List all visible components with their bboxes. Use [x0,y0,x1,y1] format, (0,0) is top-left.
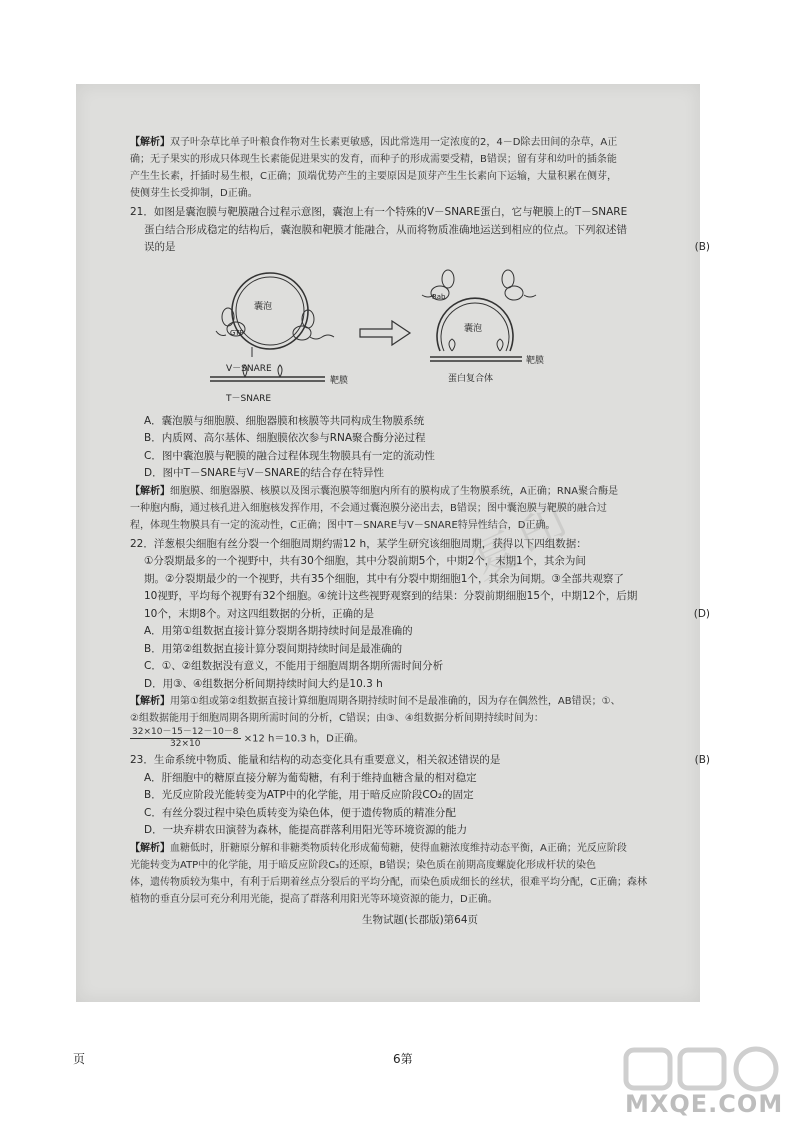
q21-option: C．图中囊泡膜与靶膜的融合过程体现生物膜具有一定的流动性 [144,449,435,462]
formula-tail: ×12 h＝10.3 h，D正确。 [243,733,364,745]
q23-explanation-line: 血糖低时，肝糖原分解和非糖类物质转化形成葡萄糖，使得血糖浓度维持动态平衡，A正确；光反应阶段 [170,842,627,854]
v-snare-label: V－SNARE [226,363,272,374]
q20-explanation-line: 使侧芽生长受抑制，D正确。 [130,188,258,199]
q21-explanation-line: 细胞膜、细胞器膜、核膜以及图示囊泡膜等细胞内所有的膜构成了生物膜系统，A正确；RNA聚合酶是 [170,485,619,497]
faint-watermark: 复印 [461,494,583,591]
page-footer-left: 页 [73,1052,86,1066]
q21-stem-line: 蛋白结合形成稳定的结构后，囊泡膜和靶膜才能融合，从而将物质准确地运送到相应的位点。下列叙述错 [144,223,627,236]
target-membrane-label: 靶膜 [330,375,349,386]
q23-option: B．光反应阶段光能转变为ATP中的化学能，用于暗反应阶段CO₂的固定 [144,789,474,801]
q23-option: A．肝细胞中的糖原直接分解为葡萄糖，有利于维持血糖含量的相对稳定 [144,771,477,784]
q22-stem-line: 10视野，平均每个视野有32个细胞。④统计这些视野观察到的结果：分裂前期细胞15个，中期12个，后期 [144,590,638,602]
q20-explanation-label: 【解析】 [130,137,170,148]
q20-explanation-line: 产生生长素，扦插时易生根，C正确；顶端优势产生的主要原因是顶芽产生生长素向下运输，大量积累在侧芽， [130,171,617,182]
q22-stem-line: 10个，末期8个。对这四组数据的分析，正确的是 [144,607,375,620]
q22-option: C．①、②组数据没有意义，不能用于细胞周期各期所需时间分析 [144,660,444,672]
fraction [130,727,241,750]
q23-explanation [130,840,710,908]
q21-explanation-line: 程，体现生物膜具有一定的流动性，C正确；图中T－SNARE与V－SNARE特异性结合，D正确。 [130,519,556,531]
q22-stem-line: ①分裂期最多的一个视野中，共有30个细胞，其中分裂前期5个，中期2个，末期1个，其余为间 [144,555,586,567]
q22-option: A．用第①组数据直接计算分裂期各期持续时间是最准确的 [144,625,413,637]
q20-explanation-line: 双子叶杂草比单子叶粮食作物对生长素更敏感，因此常选用一定浓度的2，4－D除去田间的杂草，A正 [170,137,618,148]
q22-answer: (D) [693,607,710,620]
question-22 [130,536,710,751]
q22-stem-line: 期。②分裂期最少的一个视野，共有35个细胞，其中有分裂中期细胞1个，其余为间期。③全部共观察了 [144,572,624,585]
protein-complex-label: 蛋白复合体 [448,373,494,384]
q23-explanation-label: 【解析】 [130,842,170,854]
q21-option: A．囊泡膜与细胞膜、细胞器膜和核膜等共同构成生物膜系统 [144,414,425,427]
q21-stem-line: 误的是 [144,241,176,253]
sheet-footer: 生物试题(长郡版)第64页 [361,913,479,926]
vesicle-fusion-diagram [130,259,710,409]
vesicle-label: 囊泡 [254,301,273,312]
scanned-page-photo [76,84,710,1002]
q23-stem: 23．生命系统中物质、能量和结构的动态变化具有重要意义，相关叙述错误的是 [130,754,501,766]
q21-option: B．内质网、高尔基体、细胞膜依次参与RNA聚合酶分泌过程 [144,432,426,444]
question-23 [130,752,710,908]
q22-explanation-formula [130,727,710,750]
q23-explanation-line: 光能转变为ATP中的化学能，用于暗反应阶段C₃的还原，B错误；染色质在前期高度螺旋化形成杆状的染色 [130,859,597,871]
fraction-denominator: 32×10 [170,739,201,749]
q23-answer: (B) [694,754,710,766]
q21-explanation-line: 一种胞内酶，通过核孔进入细胞核发挥作用，不会通过囊泡膜分泌出去，B错误；图中囊泡膜与靶膜的融合过 [130,502,607,514]
q21-option: D．图中T－SNARE与V－SNARE的结合存在特异性 [144,467,384,479]
vesicle-fusion-figure [130,259,570,409]
q22-explanation [130,693,710,750]
site-logo-text: MXQE.COM [625,1090,784,1118]
q22-option: D．用③、④组数据分析间期持续时间大约是10.3 h [144,677,383,690]
q22-explanation-line: ②组数据能用于细胞周期各期所需时间的分析，C错误；由③、④组数据分析间期持续时间为： [130,713,544,724]
q20-explanation-line: 确；无子果实的形成只体现生长素能促进果实的发育，而种子的形成需要受精，B错误；留有芽和幼叶的插条能 [130,154,617,165]
q22-option: B．用第②组数据直接计算分裂间期持续时间是最准确的 [144,642,403,655]
q21-explanation-label: 【解析】 [130,485,170,497]
q20-explanation [130,134,710,202]
fused-vesicle-label: 囊泡 [464,323,483,334]
q21-explanation [130,483,710,534]
q23-option: C．有丝分裂过程中染色质转变为染色体，便于遗传物质的精准分配 [144,806,456,819]
q23-option: D．一块弃耕农田演替为森林，能提高群落利用阳光等环境资源的能力 [144,824,468,836]
t-snare-label: T－SNARE [226,393,272,404]
exam-sheet [130,134,710,929]
target-membrane-label-right: 靶膜 [526,355,545,366]
question-21 [130,204,710,534]
page-footer-mid: 6第 [393,1052,413,1066]
q22-explanation-line: 用第①组或第②组数据直接计算细胞周期各期持续时间不是最准确的，因为存在偶然性，AB错误；①、 [170,696,621,707]
gtp-label: GTP [230,328,244,337]
rab-label: Rab [432,292,446,301]
q22-stem-line: 22．洋葱根尖细胞有丝分裂一个细胞周期约需12 h，某学生研究该细胞周期，获得以下四组数据： [130,537,587,550]
q21-stem-line: 21．如图是囊泡膜与靶膜融合过程示意图，囊泡上有一个特殊的V－SNARE蛋白，它与靶膜上的T－SNARE [130,206,628,218]
q21-answer: (B) [694,241,710,253]
q23-explanation-line: 植物的垂直分层可充分利用光能，提高了群落利用阳光等环境资源的能力，D正确。 [130,893,498,905]
q23-explanation-line: 体，遗传物质较为集中，有利于后期着丝点分裂后的平均分配，而染色质成细长的丝状，很难平均分配，C正确；森林 [130,876,647,888]
fraction-numerator: 32×10－15－12－10－8 [132,727,239,737]
q22-explanation-label: 【解析】 [130,696,170,707]
